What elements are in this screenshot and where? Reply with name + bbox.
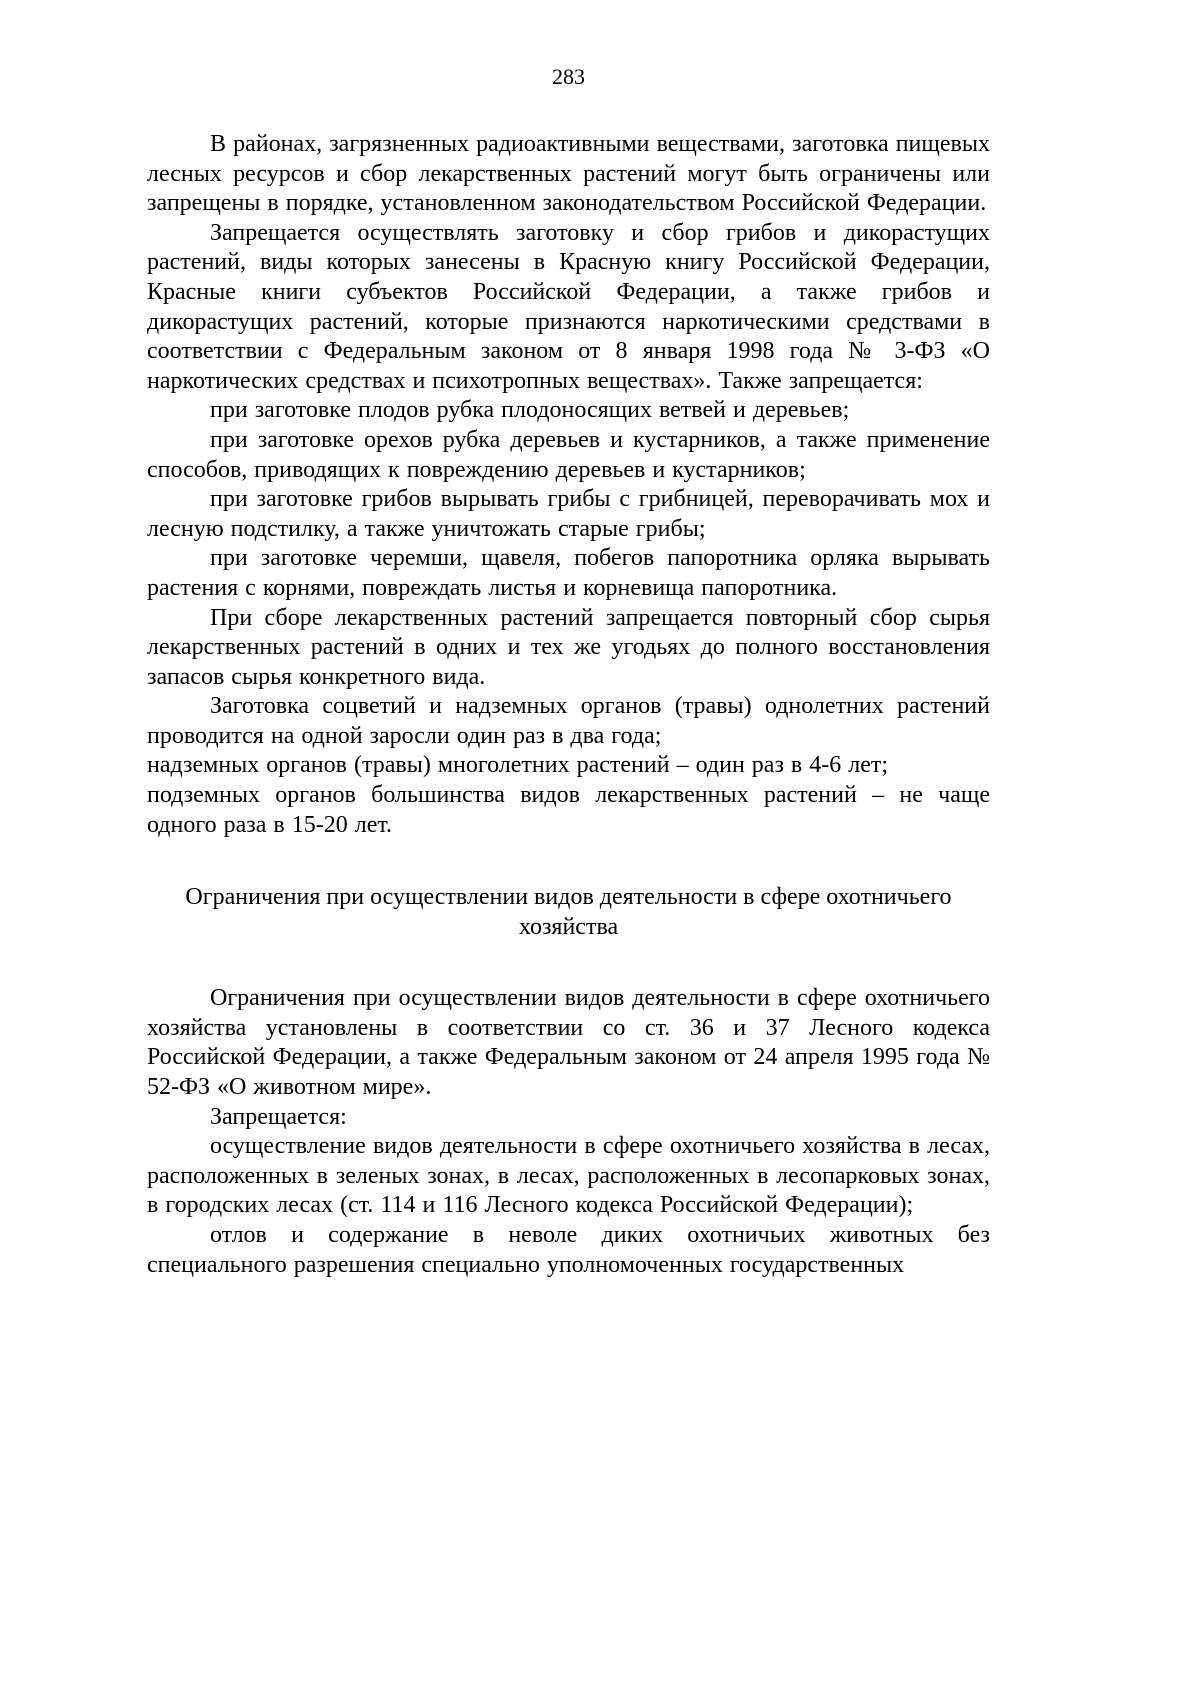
body-paragraph: Запрещается: — [210, 1103, 347, 1130]
page-number: 283 — [552, 64, 585, 89]
body-paragraph: осуществление видов деятельности в сфере охотничьего хозяйства в лесах, расположенных в зеленых зонах, в лесах, расположенных в лесопарковых зонах, в городских лесах (ст. 114 и 116 Лесного кодекса Российской Федерации); — [147, 1133, 990, 1219]
body-paragraph: Запрещается осуществлять заготовку и сбор грибов и дикорастущих растений, виды которых занесены в Красную книгу Российской Федерации, Красные книги субъектов Российской Федерации, а также грибов и дикорастущих растений, которые признаются наркотическими средствами в соответствии с Федеральным законом от 8 января 1998 года № 3-ФЗ «О наркотических средствах и психотропных веществах». Также запрещается: — [147, 219, 990, 394]
body-paragraph: при заготовке черемши, щавеля, побегов папоротника орляка вырывать растения с корнями, повреждать листья и корневища папоротника. — [147, 545, 990, 601]
body-paragraph: Заготовка соцветий и надземных органов (травы) однолетних растений проводится на одной заросли один раз в два года; — [147, 693, 990, 749]
body-paragraph: подземных органов большинства видов лекарственных растений – не чаще одного раза в 15-20 лет. — [147, 782, 990, 838]
body-paragraph: Ограничения при осуществлении видов деятельности в сфере охотничьего хозяйства установлены в соответствии со ст. 36 и 37 Лесного кодекса Российской Федерации, а также Федеральным законом от 24 апреля 1995 года № 52-ФЗ «О животном мире». — [147, 985, 990, 1101]
body-paragraph: при заготовке плодов рубка плодоносящих ветвей и деревьев; — [210, 397, 850, 424]
body-paragraph: при заготовке грибов вырывать грибы с грибницей, переворачивать мох и лесную подстилку, а также уничтожать старые грибы; — [147, 486, 990, 542]
section-heading: Ограничения при осуществлении видов деятельности в сфере охотничьего хозяйства — [185, 884, 952, 941]
body-paragraph: надземных органов (травы) многолетних растений – один раз в 4-6 лет; — [147, 752, 889, 779]
body-paragraph: При сборе лекарственных растений запрещается повторный сбор сырья лекарственных растений в одних и тех же угодьях до полного восстановления запасов сырья конкретного вида. — [147, 604, 990, 690]
body-paragraph: В районах, загрязненных радиоактивными веществами, заготовка пищевых лесных ресурсов и сбор лекарственных растений могут быть ограничены или запрещены в порядке, установленном законодательством Российской Федерации. — [147, 131, 990, 217]
body-paragraph: при заготовке орехов рубка деревьев и кустарников, а также применение способов, приводящих к повреждению деревьев и кустарников; — [147, 426, 990, 483]
body-paragraph: отлов и содержание в неволе диких охотничьих животных без специального разрешения специально уполномоченных государственных — [147, 1222, 990, 1278]
